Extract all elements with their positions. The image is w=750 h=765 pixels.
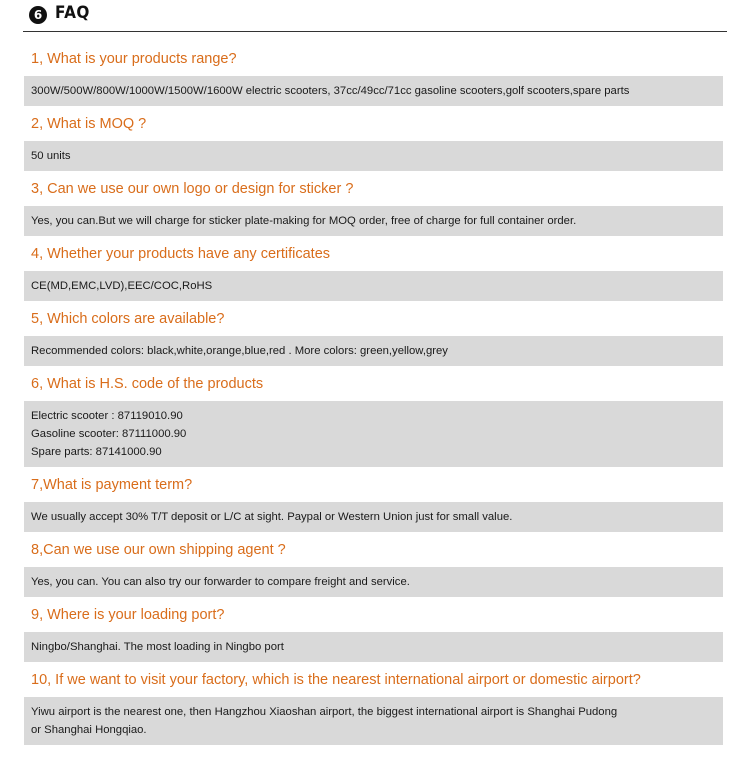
faq-answer-line: 50 units: [31, 150, 71, 162]
section-number-badge: 6: [29, 6, 47, 24]
faq-question: 3, Can we use our own logo or design for sticker ?: [31, 181, 354, 197]
faq-answer: [24, 502, 723, 532]
faq-answer-line: We usually accept 30% T/T deposit or L/C at sight. Paypal or Western Union just for small value.: [31, 511, 513, 523]
section-title: FAQ: [55, 3, 90, 23]
faq-item: [0, 532, 750, 597]
faq-question: 10, If we want to visit your factory, which is the nearest international airport or domestic airport?: [31, 672, 641, 688]
faq-answer-line: Yes, you can.But we will charge for sticker plate-making for MOQ order, free of charge for full container order.: [31, 215, 577, 227]
faq-question: 8,Can we use our own shipping agent ?: [31, 542, 286, 558]
faq-question: 5, Which colors are available?: [31, 311, 225, 327]
faq-answer: [24, 206, 723, 236]
faq-answer: [24, 271, 723, 301]
faq-answer: [24, 141, 723, 171]
faq-item: [0, 662, 750, 745]
faq-item: [0, 467, 750, 532]
faq-question: 9, Where is your loading port?: [31, 607, 225, 623]
faq-question: 2, What is MOQ ?: [31, 116, 147, 132]
faq-question: 4, Whether your products have any certificates: [31, 246, 331, 262]
faq-answer-line: Ningbo/Shanghai. The most loading in Ningbo port: [31, 641, 284, 653]
faq-answer: [24, 401, 723, 467]
faq-item: [0, 301, 750, 366]
faq-answer-line: Yes, you can. You can also try our forwarder to compare freight and service.: [31, 576, 410, 588]
faq-answer-line: Electric scooter : 87119010.90: [31, 410, 183, 422]
faq-answer: [24, 567, 723, 597]
faq-item: [0, 597, 750, 662]
faq-answer-line: CE(MD,EMC,LVD),EEC/COC,RoHS: [31, 280, 213, 292]
faq-item: [0, 236, 750, 301]
faq-answer-line: Spare parts: 87141000.90: [31, 446, 162, 458]
faq-answer: [24, 697, 723, 745]
faq-question: 1, What is your products range?: [31, 51, 237, 67]
faq-answer: [24, 336, 723, 366]
faq-item: [0, 41, 750, 106]
faq-answer-line: Recommended colors: black,white,orange,blue,red . More colors: green,yellow,grey: [31, 345, 448, 357]
faq-item: [0, 106, 750, 171]
header-divider: [23, 31, 727, 32]
faq-answer-line: or Shanghai Hongqiao.: [31, 724, 147, 736]
faq-answer: [24, 76, 723, 106]
faq-item: [0, 171, 750, 236]
faq-answer-line: Gasoline scooter: 87111000.90: [31, 428, 187, 440]
faq-answer-line: 300W/500W/800W/1000W/1500W/1600W electric scooters, 37cc/49cc/71cc gasoline scooters,golf scooters,spare parts: [31, 85, 630, 97]
faq-header: [0, 0, 750, 32]
faq-answer: [24, 632, 723, 662]
faq-question: 6, What is H.S. code of the products: [31, 376, 264, 392]
faq-question: 7,What is payment term?: [31, 477, 193, 493]
faq-list: [0, 41, 750, 745]
faq-item: [0, 366, 750, 467]
faq-answer-line: Yiwu airport is the nearest one, then Hangzhou Xiaoshan airport, the biggest international airport is Shanghai Pudong: [31, 706, 618, 718]
